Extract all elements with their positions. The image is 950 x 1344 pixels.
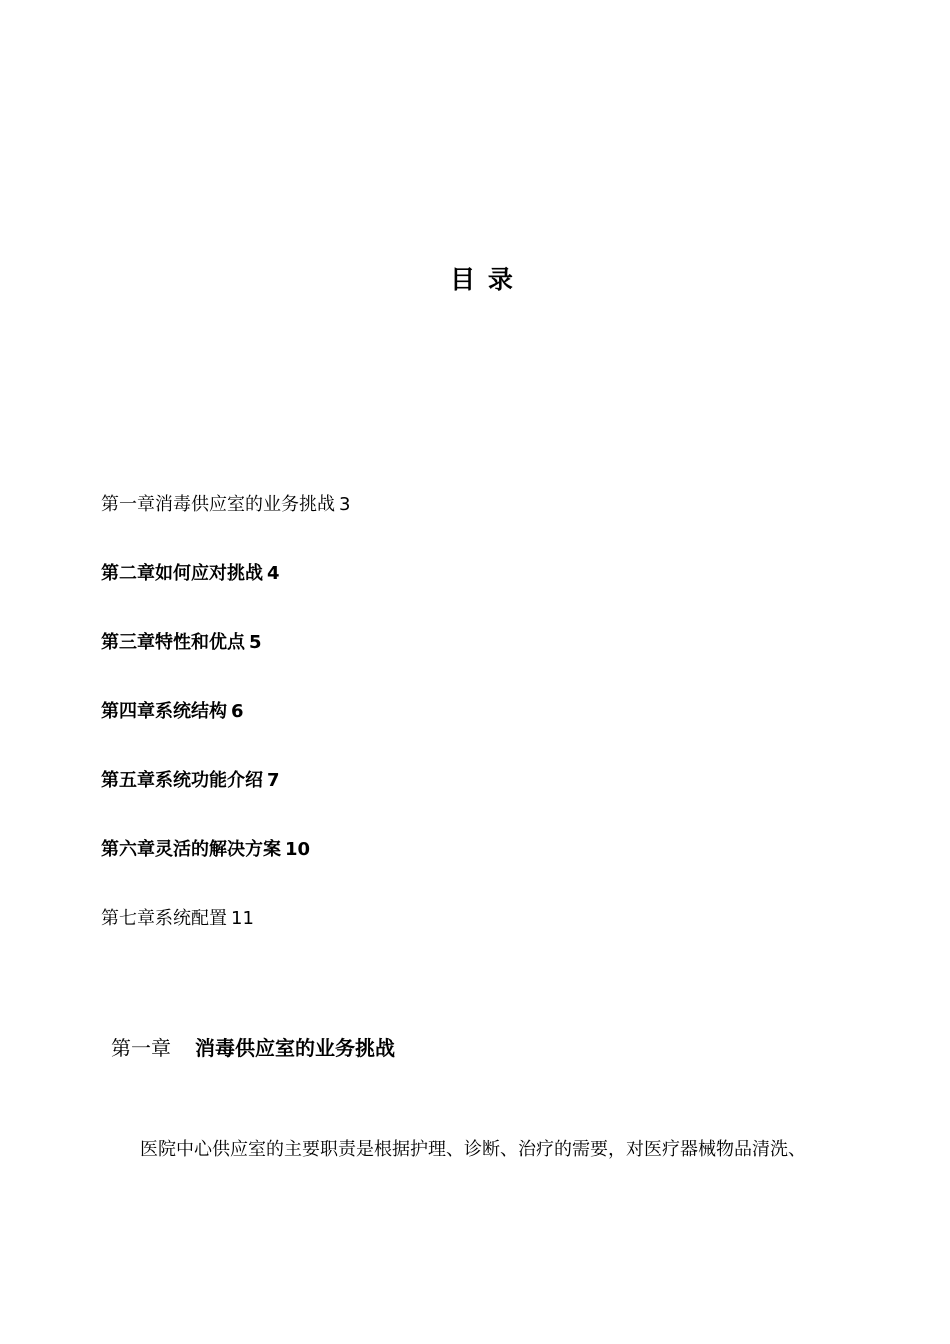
toc-entry-4[interactable] bbox=[101, 698, 350, 767]
toc-entry-page: 6 bbox=[231, 701, 244, 722]
chapter-title: 消毒供应室的业务挑战 bbox=[195, 1036, 395, 1060]
toc-entry-label: 第五章系统功能介绍 bbox=[101, 770, 263, 791]
toc-entry-label: 第一章消毒供应室的业务挑战 bbox=[101, 494, 335, 515]
toc-title: 目 录 bbox=[450, 265, 515, 294]
chapter-heading bbox=[111, 1033, 395, 1063]
body-paragraph: 医院中心供应室的主要职责是根据护理、诊断、治疗的需要，对医疗器械物品清洗、 bbox=[140, 1139, 806, 1160]
toc-entry-label: 第六章灵活的解决方案 bbox=[101, 839, 281, 860]
toc-list bbox=[101, 491, 350, 974]
toc-entry-1[interactable] bbox=[101, 491, 350, 560]
toc-entry-7[interactable] bbox=[101, 905, 350, 974]
toc-entry-page: 11 bbox=[231, 908, 254, 929]
chapter-number: 第一章 bbox=[111, 1036, 171, 1060]
toc-entry-page: 4 bbox=[267, 563, 280, 584]
toc-entry-label: 第四章系统结构 bbox=[101, 701, 227, 722]
toc-entry-6[interactable] bbox=[101, 836, 350, 905]
toc-entry-page: 5 bbox=[249, 632, 262, 653]
toc-entry-2[interactable] bbox=[101, 560, 350, 629]
toc-entry-page: 3 bbox=[339, 494, 351, 515]
toc-entry-page: 7 bbox=[267, 770, 280, 791]
toc-entry-label: 第二章如何应对挑战 bbox=[101, 563, 263, 584]
toc-entry-label: 第七章系统配置 bbox=[101, 908, 227, 929]
toc-entry-5[interactable] bbox=[101, 767, 350, 836]
toc-entry-label: 第三章特性和优点 bbox=[101, 632, 245, 653]
toc-entry-3[interactable] bbox=[101, 629, 350, 698]
toc-entry-page: 10 bbox=[285, 839, 311, 860]
